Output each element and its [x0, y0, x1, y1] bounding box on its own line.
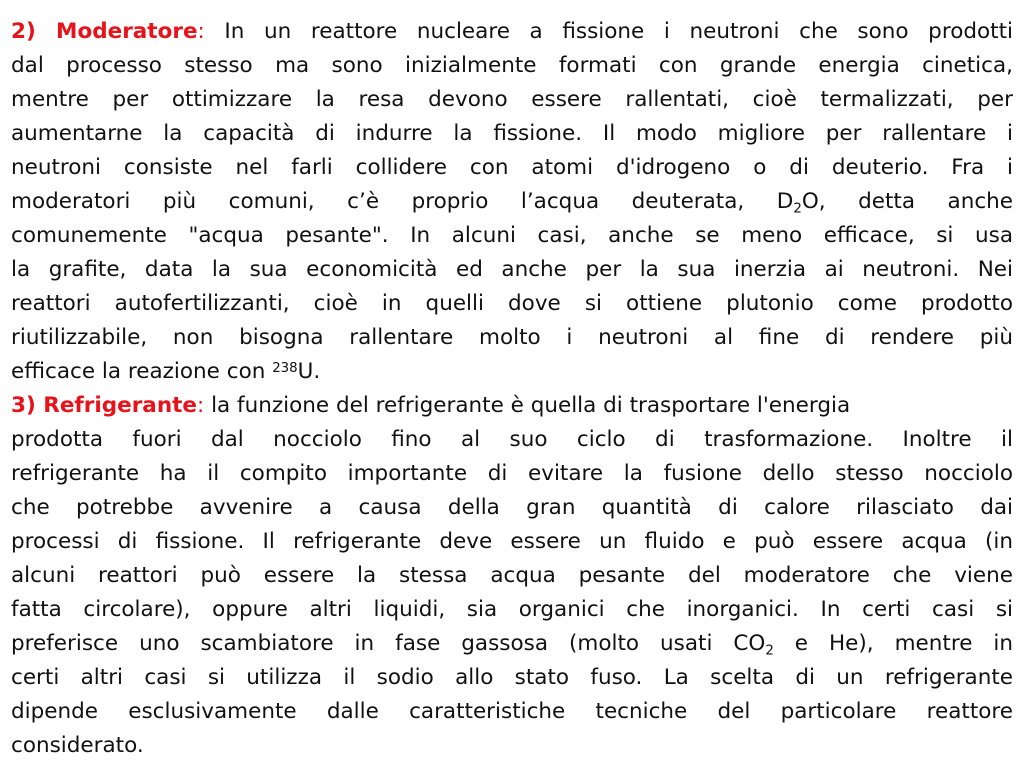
text-line: mentre per ottimizzare la resa devono essere rallentati, cioè termalizzati, per	[11, 87, 1013, 112]
text-line	[11, 15, 1013, 49]
text-line: aumentarne la capacità di indurre la fissione. Il modo migliore per rallentare i	[11, 121, 1013, 146]
text-line	[11, 355, 1013, 389]
text-segment: In un reattore nucleare a fissione i neutroni che sono prodotti	[204, 19, 1013, 44]
text-line	[11, 627, 1013, 661]
text-line: certi altri casi si utilizza il sodio allo stato fuso. La scelta di un refrigerante	[11, 665, 1013, 690]
text-line	[11, 185, 1013, 219]
text-segment: la funzione del refrigerante è quella di trasportare l'energia	[204, 393, 851, 418]
text-line: comunemente "acqua pesante". In alcuni casi, anche se meno efficace, si usa	[11, 223, 1013, 248]
heading-moderatore: 2) Moderatore	[11, 19, 198, 44]
text-segment: O, detta anche	[801, 189, 1013, 214]
text-line: dipende esclusivamente dalle caratteristiche tecniche del particolare reattore	[11, 699, 1013, 724]
text-line: riutilizzabile, non bisogna rallentare molto i neutroni al fine di rendere più	[11, 325, 1013, 350]
text-line: prodotta fuori dal nocciolo fino al suo ciclo di trasformazione. Inoltre il	[11, 427, 1013, 452]
heading-colon: :	[197, 19, 205, 44]
text-line: refrigerante ha il compito importante di evitare la fusione dello stesso nocciolo	[11, 461, 1013, 486]
text-line: alcuni reattori può essere la stessa acqua pesante del moderatore che viene	[11, 563, 1013, 588]
heading-colon: :	[196, 393, 205, 418]
text-segment: efficace la reazione con	[11, 359, 273, 384]
text-line: reattori autofertilizzanti, cioè in quelli dove si ottiene plutonio come prodotto	[11, 291, 1013, 316]
heading-refrigerante: 3) Refrigerante	[11, 393, 197, 418]
text-line: fatta circolare), oppure altri liquidi, sia organici che inorganici. In certi casi si	[11, 597, 1013, 622]
text-line: che potrebbe avvenire a causa della gran quantità di calore rilasciato dai	[11, 495, 1013, 520]
subscript: 2	[765, 643, 774, 659]
text-segment: preferisce uno scambiatore in fase gassosa (molto usati CO	[11, 631, 766, 656]
text-segment: e He), mentre in	[773, 631, 1013, 656]
text-line: la grafite, data la sua economicità ed anche per la sua inerzia ai neutroni. Nei	[11, 257, 1013, 282]
text-line: dal processo stesso ma sono inizialmente formati con grande energia cinetica,	[11, 53, 1013, 78]
superscript: 238	[272, 361, 298, 377]
slide	[11, 0, 1013, 768]
text-line: neutroni consiste nel farli collidere con atomi d'idrogeno o di deuterio. Fra i	[11, 155, 1013, 180]
text-line: considerato.	[11, 733, 144, 758]
text-segment: U.	[297, 359, 321, 384]
text-segment: moderatori più comuni, c’è proprio l’acqua deuterata, D	[11, 189, 794, 214]
subscript: 2	[793, 201, 802, 217]
text-line	[11, 389, 1013, 423]
text-line: processi di fissione. Il refrigerante deve essere un fluido e può essere acqua (in	[11, 529, 1013, 554]
